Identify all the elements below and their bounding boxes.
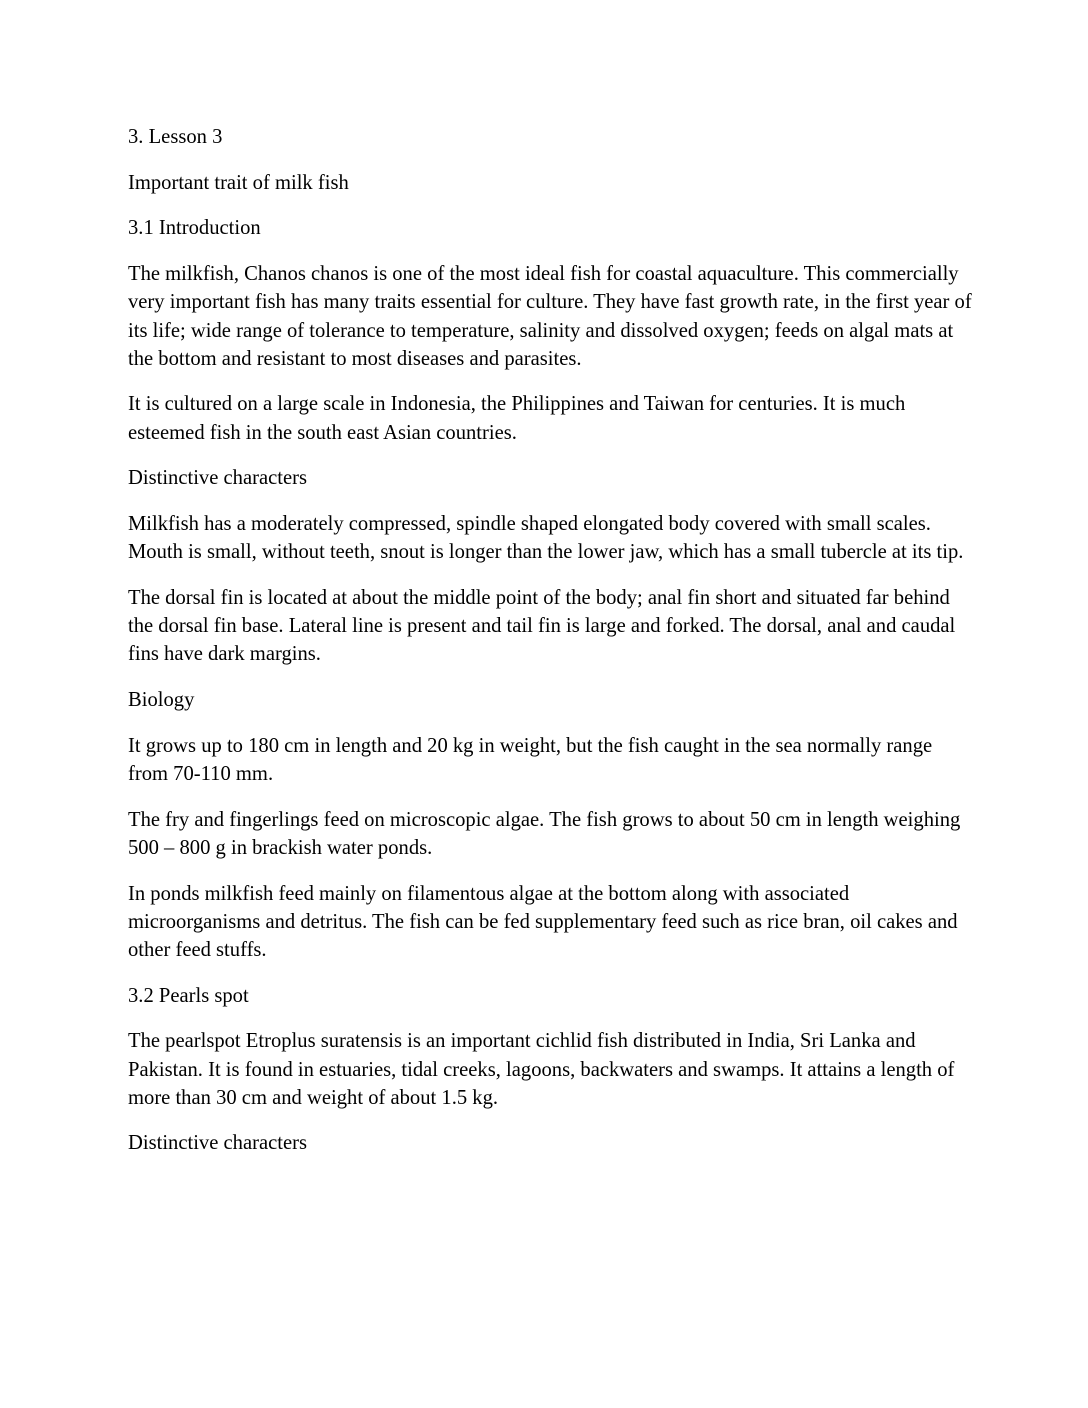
section-heading-introduction: 3.1 Introduction bbox=[128, 217, 261, 240]
lesson-title: Important trait of milk fish bbox=[128, 171, 349, 194]
document-body bbox=[128, 123, 976, 1175]
paragraph-pearlspot: The pearlspot Etroplus suratensis is an important cichlid fish distributed in India, Sri Lanka and Pakistan. It is found in estuaries, tidal creeks, lagoons, backwaters and swamps. It attains a length of more than 30 cm and weight of about 1.5 kg. bbox=[128, 1030, 955, 1109]
section-heading-pearl-spot: 3.2 Pearls spot bbox=[128, 984, 249, 1007]
subheading-distinctive-characters-pearlspot: Distinctive characters bbox=[128, 1132, 307, 1155]
paragraph-fry-feeding: The fry and fingerlings feed on microscopic algae. The fish grows to about 50 cm in length weighing 500 – 800 g in brackish water ponds. bbox=[128, 808, 961, 859]
paragraph-culture-regions: It is cultured on a large scale in Indonesia, the Philippines and Taiwan for centuries. It is much esteemed fish in the south east Asian countries. bbox=[128, 393, 906, 444]
lesson-heading: 3. Lesson 3 bbox=[128, 126, 223, 148]
subheading-biology: Biology bbox=[128, 689, 195, 712]
paragraph-pond-feeding: In ponds milkfish feed mainly on filamentous algae at the bottom along with associated microorganisms and detritus. The fish can be fed supplementary feed such as rice bran, oil cakes and other feed stuffs. bbox=[128, 882, 958, 961]
subheading-distinctive-characters: Distinctive characters bbox=[128, 467, 307, 490]
paragraph-introduction: The milkfish, Chanos chanos is one of the most ideal fish for coastal aquaculture. This commercially very important fish has many traits essential for culture. They have fast growth rate, in the first year of its life; wide range of tolerance to temperature, salinity and dissolved oxygen; feeds on algal mats at the bottom and resistant to most diseases and parasites. bbox=[128, 263, 972, 370]
paragraph-fins: The dorsal fin is located at about the middle point of the body; anal fin short and situated far behind the dorsal fin base. Lateral line is present and tail fin is large and forked. The dorsal, anal and caudal fins have dark margins. bbox=[128, 586, 956, 666]
paragraph-growth: It grows up to 180 cm in length and 20 kg in weight, but the fish caught in the sea normally range from 70-110 mm. bbox=[128, 734, 933, 785]
paragraph-body-shape: Milkfish has a moderately compressed, spindle shaped elongated body covered with small scales. Mouth is small, without teeth, snout is longer than the lower jaw, which has a small tubercle at its tip. bbox=[128, 513, 964, 564]
